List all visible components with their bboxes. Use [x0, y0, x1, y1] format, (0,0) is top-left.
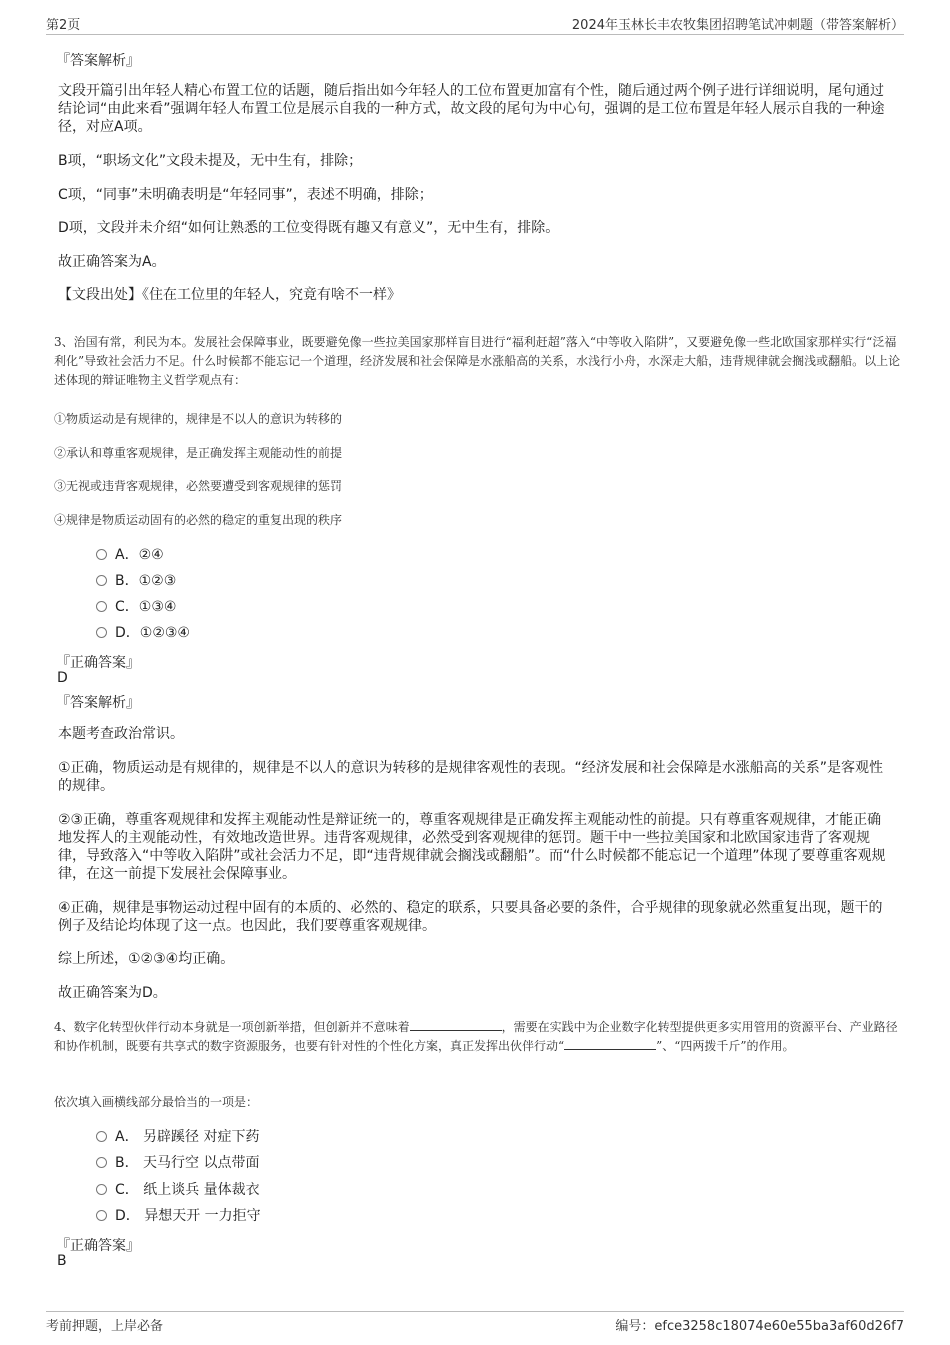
q3-option-b[interactable]: B．①②③ — [96, 572, 176, 590]
q3-option-c[interactable]: C．①③④ — [96, 598, 176, 616]
q2-analysis-p3: C项，“同事”未明确表明是“年轻同事”，表述不明确，排除； — [58, 187, 433, 203]
document-title: 2024年玉林长丰农牧集团招聘笔试冲刺题（带答案解析） — [571, 18, 904, 33]
q3-analysis-a1: 本题考查政治常识。 — [58, 726, 184, 742]
q3-analysis-a2: ①正确，物质运动是有规律的，规律是不以人的意识为转移的是规律客观性的表现。“经济发展和社会保障是水涨船高的关系”是客观性的规律。 — [58, 760, 884, 794]
q3-statement-4: ④规律是物质运动固有的必然的稳定的重复出现的秩序 — [54, 513, 343, 527]
page-number: 第2页 — [46, 18, 81, 33]
q3-analysis-a6: 故正确答案为D。 — [58, 985, 167, 1001]
fill-blank-1[interactable] — [410, 1018, 502, 1031]
radio-icon[interactable] — [96, 1131, 107, 1142]
q2-analysis-label: 『答案解析』 — [56, 53, 140, 69]
radio-icon[interactable] — [96, 1184, 107, 1195]
q4-correct-answer: B — [57, 1253, 67, 1269]
page-footer — [46, 1311, 904, 1334]
q3-stem: 3、治国有常，利民为本。发展社会保障事业，既要避免像一些拉美国家那样盲目进行“福利赶超”落入“中等收入陷阱”，又要避免像一些北欧国家那样实行“泛福利化”导致社会活力不足。什么时候都不能忘记一个道理，经济发展和社会保障是水涨船高的关系，水浅行小舟，水深走大船，违背规律就会搁浅或翻船。以上论述体现的辩证唯物主义哲学观点有： — [54, 335, 901, 387]
q3-analysis-a3: ②③正确，尊重客观规律和发挥主观能动性是辩证统一的，尊重客观规律是正确发挥主观能动性的前提。只有尊重客观规律，才能正确地发挥人的主观能动性，有效地改造世界。违背客观规律，必然受到客观规律的惩罚。题干中一些拉美国家和北欧国家违背了客观规律，导致落入“中等收入陷阱”或社会活力不足，即“违背规律就会搁浅或翻船”。而“什么时候都不能忘记一个道理”体现了要尊重客观规律，在这一前提下发展社会保障事业。 — [58, 812, 886, 882]
page-header — [46, 14, 904, 35]
radio-icon[interactable] — [96, 1210, 107, 1221]
footer-slogan: 考前押题，上岸必备 — [46, 1319, 164, 1334]
q4-option-a[interactable]: A． 另辟蹊径 对症下药 — [96, 1128, 259, 1146]
q4-option-b[interactable]: B． 天马行空 以点带面 — [96, 1154, 260, 1172]
q4-option-c[interactable]: C． 纸上谈兵 量体裁衣 — [96, 1181, 260, 1199]
q3-correct-answer: D — [57, 670, 68, 686]
document-code: 编号：efce3258c18074e60e55ba3af60d26f7 — [615, 1319, 904, 1334]
q3-analysis-label: 『答案解析』 — [56, 695, 140, 711]
q2-analysis-p2: B项，“职场文化”文段未提及，无中生有，排除； — [58, 153, 363, 169]
q3-statement-3: ③无视或违背客观规律，必然要遭受到客观规律的惩罚 — [54, 479, 343, 493]
radio-icon[interactable] — [96, 627, 107, 638]
q3-option-d[interactable]: D．①②③④ — [96, 624, 190, 642]
q3-correct-label: 『正确答案』 — [56, 655, 140, 671]
q4-correct-label: 『正确答案』 — [56, 1238, 140, 1254]
q2-analysis-p1: 文段开篇引出年轻人精心布置工位的话题，随后指出如今年轻人的工位布置更加富有个性，随后通过两个例子进行详细说明，尾句通过结论词“由此来看”强调年轻人布置工位是展示自我的一种方式，故文段的尾句为中心句，强调的是工位布置是年轻人展示自我的一种途径，对应A项。 — [58, 83, 885, 135]
q3-analysis-a4: ④正确，规律是事物运动过程中固有的本质的、必然的、稳定的联系，只要具备必要的条件，合乎规律的现象就必然重复出现，题干的例子及结论均体现了这一点。也因此，我们要尊重客观规律。 — [58, 900, 883, 934]
q4-prompt: 依次填入画横线部分最恰当的一项是： — [54, 1095, 259, 1109]
radio-icon[interactable] — [96, 549, 107, 560]
q4-option-d[interactable]: D． 异想天开 一力拒守 — [96, 1207, 261, 1225]
q2-source: 【文段出处】《住在工位里的年轻人，究竟有啥不一样》 — [58, 287, 401, 303]
radio-icon[interactable] — [96, 575, 107, 586]
q3-statement-1: ①物质运动是有规律的，规律是不以人的意识为转移的 — [54, 412, 343, 426]
q3-analysis-a5: 综上所述，①②③④均正确。 — [58, 951, 235, 967]
q3-statement-2: ②承认和尊重客观规律，是正确发挥主观能动性的前提 — [54, 446, 343, 460]
q4-stem: 4、数字化转型伙伴行动本身就是一项创新举措，但创新并不意味着 ，需要在实践中为企业数字化转型提供更多实用管用的资源平台、产业路径和协作机制，既要有共享式的数字资源服务，也要有针对性的个性化方案，真正发挥出伙伴行动“ ”、“四两拨千斤”的作用。 — [54, 1020, 898, 1053]
q2-analysis-p4: D项，文段并未介绍“如何让熟悉的工位变得既有趣又有意义”，无中生有，排除。 — [58, 220, 560, 236]
q3-option-a[interactable]: A．②④ — [96, 546, 164, 564]
radio-icon[interactable] — [96, 1157, 107, 1168]
q2-analysis-p5: 故正确答案为A。 — [58, 254, 166, 270]
radio-icon[interactable] — [96, 601, 107, 612]
fill-blank-2[interactable] — [564, 1037, 656, 1050]
